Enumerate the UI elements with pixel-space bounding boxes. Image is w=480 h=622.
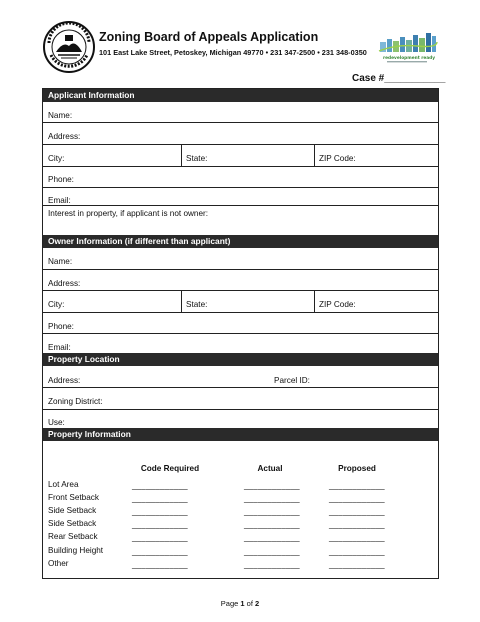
applicant-name-field[interactable]: Name: — [48, 111, 73, 120]
case-number-field[interactable]: Case #___________ — [352, 73, 446, 84]
owner-state-field[interactable]: State: — [186, 300, 208, 309]
code-required-blank[interactable]: ____________ — [132, 520, 188, 530]
applicant-email-field[interactable]: Email: — [48, 196, 71, 205]
property-info-section-header: Property Information — [43, 428, 438, 441]
owner-address-field[interactable]: Address: — [48, 279, 81, 288]
logo-wordmark: redevelopment ready — [383, 56, 436, 61]
applicant-section-header: Applicant Information — [43, 89, 438, 102]
office-address: 101 East Lake Street, Petoskey, Michigan 49770 • 231 347-2500 • 231 348-0350 — [99, 48, 367, 57]
property-info-row-label: Other — [48, 558, 69, 568]
code-required-blank[interactable]: ____________ — [132, 481, 188, 490]
city-seal-logo — [43, 21, 95, 73]
column-actual: Actual — [257, 464, 283, 473]
owner-city-field[interactable]: City: — [48, 300, 65, 309]
applicant-zip-field[interactable]: ZIP Code: — [319, 154, 356, 163]
actual-blank[interactable]: ____________ — [244, 494, 300, 504]
code-required-blank[interactable]: ____________ — [132, 533, 188, 543]
actual-blank[interactable]: ____________ — [244, 520, 300, 530]
use-field[interactable]: Use: — [48, 418, 65, 427]
owner-email-field[interactable]: Email: — [48, 343, 71, 352]
zoning-district-field[interactable]: Zoning District: — [48, 397, 103, 406]
proposed-blank[interactable]: ____________ — [329, 559, 385, 569]
column-code-required: Code Required — [140, 464, 200, 473]
proposed-blank[interactable]: ____________ — [329, 507, 385, 517]
applicant-interest-field[interactable]: Interest in property, if applicant is not owner: — [48, 209, 209, 218]
applicant-address-field[interactable]: Address: — [48, 132, 81, 141]
owner-phone-field[interactable]: Phone: — [48, 322, 74, 331]
owner-section-header: Owner Information (if different than applicant) — [43, 235, 438, 248]
applicant-state-field[interactable]: State: — [186, 154, 208, 163]
actual-blank[interactable]: ____________ — [244, 546, 300, 556]
location-section-header: Property Location — [43, 353, 438, 366]
owner-zip-field[interactable]: ZIP Code: — [319, 300, 356, 309]
code-required-blank[interactable]: ____________ — [132, 546, 188, 556]
proposed-blank[interactable]: ____________ — [329, 546, 385, 556]
code-required-blank[interactable]: ____________ — [132, 559, 188, 569]
actual-blank[interactable]: ____________ — [244, 533, 300, 543]
owner-name-field[interactable]: Name: — [48, 257, 73, 266]
applicant-phone-field[interactable]: Phone: — [48, 175, 74, 184]
actual-blank[interactable]: ____________ — [244, 481, 300, 490]
proposed-blank[interactable]: ____________ — [329, 481, 385, 490]
property-info-row-label: Front Setback — [48, 493, 99, 503]
total-pages: 2 — [255, 599, 260, 608]
page-footer: Page 1 of 2 — [220, 599, 260, 608]
code-required-blank[interactable]: ____________ — [132, 507, 188, 517]
column-proposed: Proposed — [338, 464, 376, 473]
actual-blank[interactable]: ____________ — [244, 559, 300, 569]
property-info-row-label: Side Setback — [48, 506, 97, 516]
code-required-blank[interactable]: ____________ — [132, 494, 188, 504]
application-form — [42, 88, 439, 579]
property-info-row-label: Building Height — [48, 545, 104, 555]
proposed-blank[interactable]: ____________ — [329, 533, 385, 543]
current-page: 1 — [240, 599, 245, 608]
location-address-field[interactable]: Address: — [48, 376, 81, 385]
property-info-row-label: Lot Area — [48, 480, 79, 489]
applicant-city-field[interactable]: City: — [48, 154, 65, 163]
property-info-row-label: Side Setback — [48, 519, 97, 529]
form-title: Zoning Board of Appeals Application — [99, 30, 319, 44]
actual-blank[interactable]: ____________ — [244, 507, 300, 517]
proposed-blank[interactable]: ____________ — [329, 494, 385, 504]
redevelopment-ready-logo — [377, 30, 439, 66]
parcel-id-field[interactable]: Parcel ID: — [274, 376, 310, 385]
proposed-blank[interactable]: ____________ — [329, 520, 385, 530]
property-info-row-label: Rear Setback — [48, 532, 98, 542]
